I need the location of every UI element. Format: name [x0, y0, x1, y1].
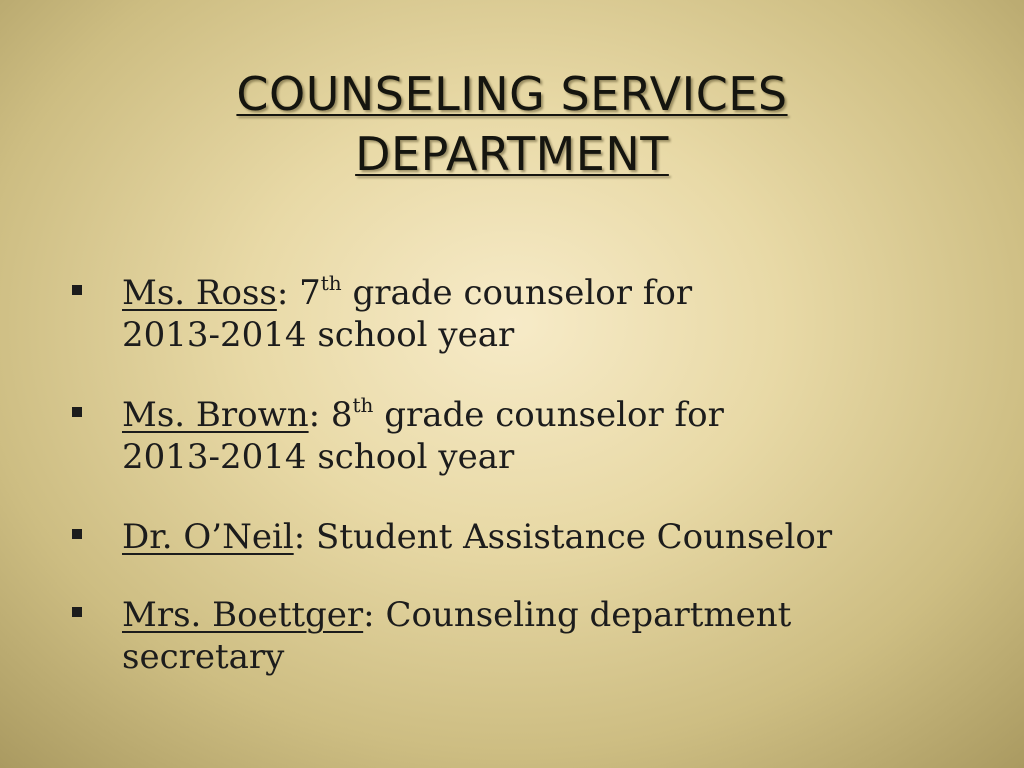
slide-title-line-2: DEPARTMENT: [355, 127, 669, 181]
separator: :: [276, 273, 289, 313]
staff-name: Mrs. Boettger: [122, 595, 364, 635]
square-bullet-icon: [72, 607, 82, 617]
role-description-line-2: 2013-2014 school year: [122, 315, 515, 355]
grade-number: 7: [299, 273, 321, 313]
ordinal-suffix: th: [320, 271, 342, 295]
grade-number: 8: [330, 395, 353, 435]
separator: :: [363, 595, 375, 635]
role-description: Student Assistance Counselor: [315, 517, 833, 557]
list-item-boettger: [72, 594, 1002, 678]
list-item-ross: [72, 272, 1002, 356]
separator: :: [308, 395, 321, 435]
role-description: grade counselor for: [384, 395, 724, 435]
role-description: grade counselor for: [352, 273, 693, 313]
list-item-text: [122, 394, 1002, 478]
square-bullet-icon: [72, 285, 82, 295]
list-item-text: [122, 516, 1002, 558]
slide-title-line-1: COUNSELING SERVICES: [236, 67, 788, 121]
role-description: Counseling department: [385, 595, 792, 635]
square-bullet-icon: [72, 407, 82, 417]
list-item-brown: [72, 394, 1002, 478]
role-description-line-2: 2013-2014 school year: [122, 437, 515, 477]
staff-name: Ms. Ross: [122, 273, 277, 313]
separator: :: [293, 517, 306, 557]
square-bullet-icon: [72, 529, 82, 539]
role-description-line-2: secretary: [122, 637, 285, 677]
ordinal-suffix: th: [352, 393, 374, 417]
staff-name: Dr. O’Neil: [122, 517, 294, 557]
list-item-oneil: [72, 516, 1002, 558]
list-item-text: [122, 272, 1002, 356]
staff-name: Ms. Brown: [122, 395, 309, 435]
list-item-text: [122, 594, 1002, 678]
